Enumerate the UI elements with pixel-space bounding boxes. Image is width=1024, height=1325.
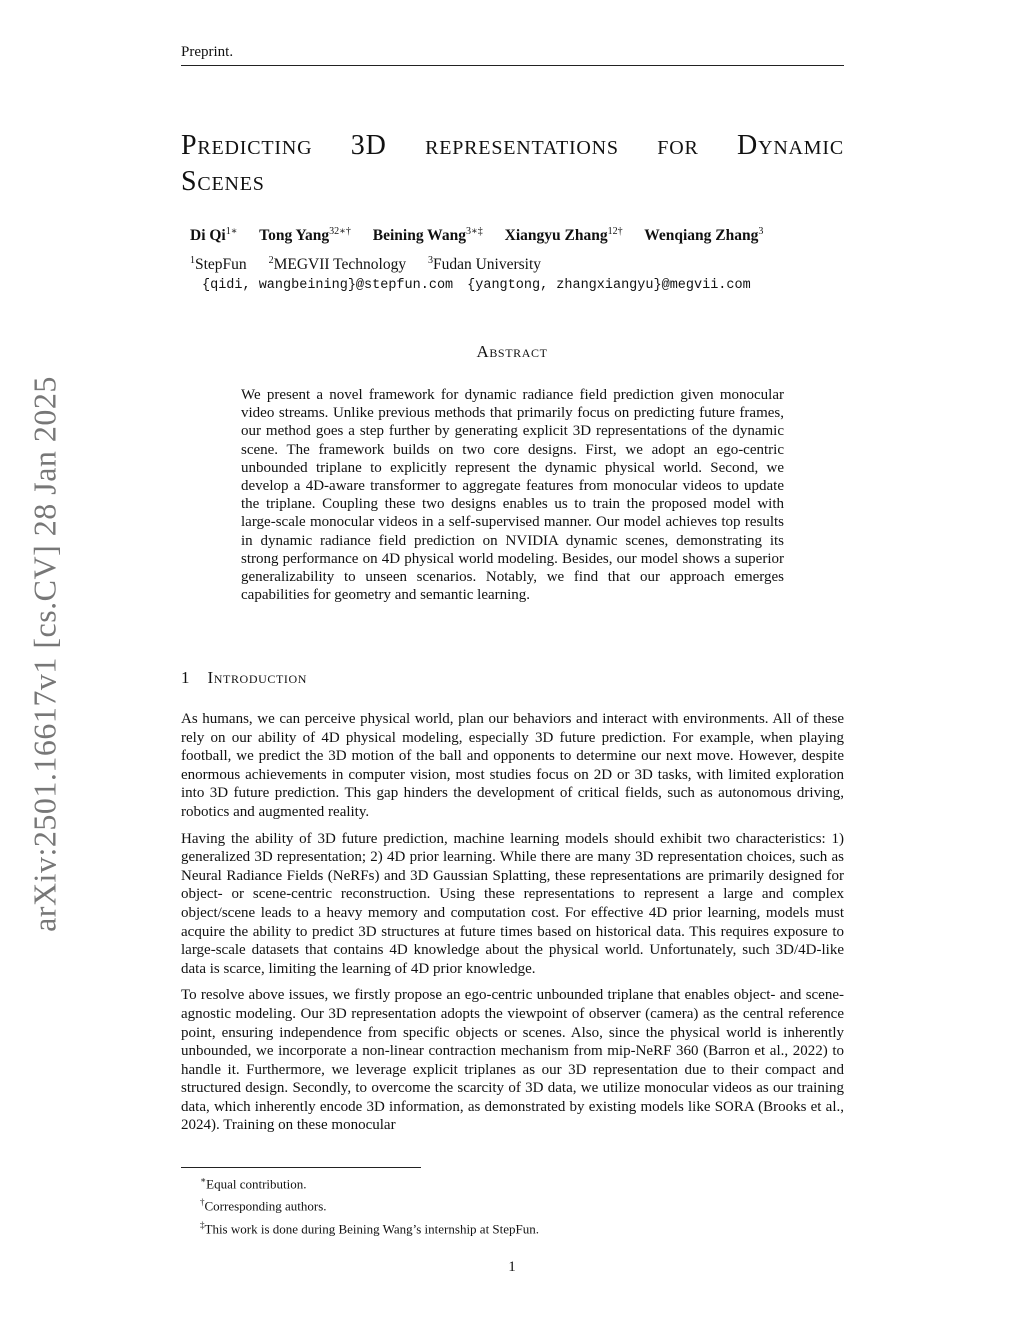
section-title: Introduction: [207, 668, 308, 687]
paragraph: As humans, we can perceive physical world, plan our behaviors and interact with environments. All of these rely on our ability of 4D physical modeling, especially 3D future prediction. For example, when playing football, we predict the 3D motion of the ball and opponents to determine our next move. However, despite enormous achievements in computer vision, most studies focus on 2D or 3D tasks, with limited exploration into 3D future prediction. This gap hinders the development of critical fields, such as autonomous driving, robotics and augmented reality.: [181, 711, 844, 820]
author: [505, 227, 623, 244]
author-name: Di Qi: [190, 227, 226, 245]
section-number: 1: [181, 668, 190, 687]
footnote-mark: ∗: [200, 1175, 207, 1185]
affiliation-name: Fudan University: [432, 256, 542, 274]
footnote: [200, 1171, 539, 1193]
footnote-mark: †: [200, 1197, 205, 1208]
page-number: 1: [508, 1259, 516, 1275]
footnote-mark: ‡: [200, 1219, 205, 1230]
footnote-text: Corresponding authors.: [204, 1198, 327, 1214]
footnote-text: This work is done during Beining Wang’s internship at StepFun.: [204, 1220, 540, 1236]
header-divider: [181, 65, 844, 66]
author-list: [190, 226, 844, 245]
author-name: Wenqiang Zhang: [644, 227, 759, 245]
abstract-heading: Abstract: [476, 342, 548, 361]
affiliation-mark: 3: [427, 255, 433, 266]
title-line-1: Predicting 3D representations for Dynamic: [181, 130, 844, 161]
affiliation: [190, 256, 247, 273]
running-header: Preprint.: [181, 44, 234, 60]
affiliation-list: [190, 255, 559, 274]
footnote-divider: [181, 1167, 421, 1168]
author: [190, 227, 238, 244]
footnote: [200, 1193, 539, 1215]
paper-title: [181, 128, 844, 200]
author: [644, 227, 763, 244]
paragraph: Having the ability of 3D future prediction, machine learning models should exhibit two characteristics: 1) generalized 3D representation; 2) 4D prior learning. While there are many 3D representation choices, such as Neural Radiance Fields (NeRFs) and 3D Gaussian Splatting, these representations are primarily designed for object- or scene-centric reconstruction. Using these representations to represent a large and complex object/scene leads to a heavy memory and computation cost. For effective 4D prior learning, models must acquire the ability to predict 3D structures at future times based on historical data. This requires exposure to large-scale datasets that contains 4D knowledge about the physical world. Unfortunately, such 3D/4D-like data is scarce, limiting the learning of 4D prior knowledge.: [181, 830, 844, 977]
affiliation-name: MEGVII Technology: [273, 256, 407, 274]
affiliation-mark: 1: [190, 255, 195, 266]
author-marks: 32∗†: [329, 226, 351, 237]
author-emails: [202, 278, 765, 293]
footnotes: [200, 1171, 539, 1238]
affiliation-mark: 2: [268, 255, 274, 266]
author-marks: 3∗‡: [465, 226, 483, 237]
paragraph: To resolve above issues, we firstly propose an ego-centric unbounded triplane that enables object- and scene-agnostic modeling. Our 3D representation adopts the viewpoint of observer (camera) as the central reference point, ensuring independence from specific objects or scenes. Also, since the physical world is inherently unbounded, we incorporate a non-linear contraction mechanism from mip-NeRF 360 (Barron et al., 2022) to handle it. Furthermore, we leverage explicit triplanes as our 3D representation due to their compact and structured design. Secondly, to overcome the scarcity of 3D data, we utilize monocular videos as our training data, which inherently encode 3D information, as demonstrated by existing models like SORA (Brooks et al., 2024). Training on these monocular: [181, 987, 844, 1134]
author: [259, 227, 351, 244]
footnote-text: Equal contribution.: [206, 1176, 307, 1192]
email-group-megvii: {yangtong, zhangxiangyu}@megvii.com: [467, 278, 751, 293]
affiliation: [428, 256, 541, 273]
email-group-stepfun: {qidi, wangbeining}@stepfun.com: [202, 278, 454, 293]
author-name: Tong Yang: [259, 227, 330, 245]
footnote: [200, 1216, 539, 1238]
abstract-body: We present a novel framework for dynamic radiance field prediction given monocular video streams. Unlike previous methods that primarily focus on predicting future frames, our method goes a step further by generating explicit 3D representations of the dynamic scene. The framework builds on two core designs. First, we adopt an ego-centric unbounded triplane to explicitly represent the dynamic physical world. Second, we develop a 4D-aware transformer to aggregate features from monocular videos to update the triplane. Coupling these two designs enables us to train the proposed model with large-scale monocular videos in a self-supervised manner. Our model achieves top results in dynamic radiance field prediction on NVIDIA dynamic scenes, demonstrating its strong performance on 4D physical world modeling. Besides, our model shows a superior generalizability to unseen scenarios. Notably, we find that our approach emerges capabilities for geometry and semantic learning.: [241, 387, 784, 604]
affiliation-name: StepFun: [195, 256, 247, 274]
author: [373, 227, 483, 244]
introduction-body: [181, 710, 844, 1143]
author-marks: 3: [758, 226, 764, 237]
arxiv-side-stamp: arXiv:2501.16617v1 [cs.CV] 28 Jan 2025: [26, 376, 63, 932]
author-name: Beining Wang: [372, 227, 466, 245]
author-marks: 12†: [607, 226, 623, 237]
section-heading: [181, 668, 307, 688]
title-line-2: Scenes: [181, 166, 265, 197]
affiliation: [269, 256, 407, 273]
author-name: Xiangyu Zhang: [504, 227, 608, 245]
author-marks: 1∗: [225, 226, 238, 237]
